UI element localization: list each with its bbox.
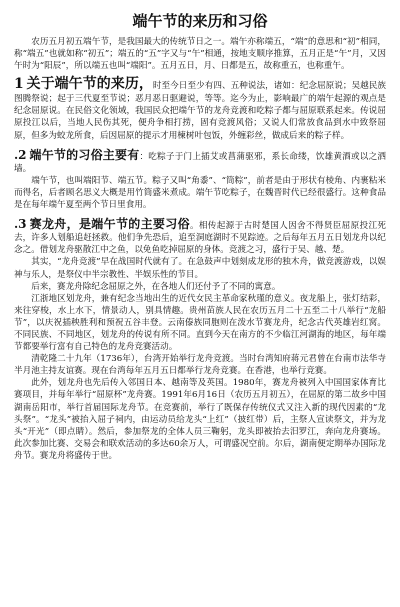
section-3-paragraph-3: 后来，赛龙舟除纪念屈原之外，在各地人们还付予了不同的寓意。	[31, 281, 281, 292]
section-2-number: .2	[14, 147, 27, 162]
section-3-number: .3	[14, 217, 27, 232]
section-2-heading: 端午节的习俗主要有	[29, 147, 140, 162]
section-2-lead-text: ：吃粽子于门上插艾或菖蒲驱邪，系长命缕，饮雄黄酒或以之洒墙。	[14, 151, 386, 174]
document-title: 端午节的来历和习俗	[132, 12, 268, 30]
section-1-paragraph	[14, 75, 386, 141]
section-3-heading: 赛龙舟，是端午节的主要习俗	[29, 217, 190, 232]
section-3-lead-text: 。相传起源于古时楚国人因舍不得贤臣屈原投江死去，许多人划船追赶拯救。他们争先恐后，追至洞庭湖时不见踪迹。之后每年五月五日划龙舟以纪念之。借划龙舟驱散江中之鱼，以免鱼吃掉屈原的身体。竞渡之习，盛行于吴、越、楚。	[14, 221, 386, 256]
section-1-heading: 关于端午节的来历，	[26, 76, 153, 93]
section-2-lead-paragraph	[14, 147, 386, 175]
section-1-number: 1	[14, 76, 24, 93]
section-3-paragraph-2: 其实，“龙舟竞渡”早在战国时代就有了。在急鼓声中划刻成龙形的独木舟，做竞渡游戏，以娱神与乐人，是祭仪中半宗教性、半娱乐性的节目。	[14, 257, 386, 280]
section-3-paragraph-6: 此外，划龙舟也先后传入邻国日本、越南等及英国。1980年，赛龙舟被列入中国国家体育比赛项目，并每年举行“屈原杯”龙舟赛。1991年6月16日（农历五月初五），在屈原的第二故乡中国湖南岳阳市，举行首届国际龙舟节。在竞赛前，举行了既保存传统仪式又注入新的现代因素的“龙头祭”。“龙头”被抬入屈子祠内，由运动员给龙头“上红”（披红带）后，主祭人宣读祭文，并为龙头“开光”（即点睛）。然后，参加祭龙的全体人员三鞠躬，龙头即被抬去汨罗江，奔向龙舟赛场。此次参加比赛、交易会和联欢活动的多达60余万人，可谓盛况空前。尔后，湖南便定期举办国际龙舟节。赛龙舟将盛传于世。	[14, 378, 386, 461]
intro-paragraph: 农历五月初五端午节，是我国最大的传统节日之一。端午亦称端五，“端”的意思和“初”相同，称“端五”也就如称“初五”；端五的“五”字又与“午”相通，按地支顺序推算，五月正是“午”月，又因午时为“阳辰”，所以端五也叫“端阳”。五月五日，月、日都是五，故称重五，也称重午。	[14, 37, 386, 72]
section-3-paragraph-5: 清乾隆二十九年（1736年），台湾开始举行龙舟竞渡。当时台湾知府蒋元君曾在台南市法华寺半月池主持友谊赛。现在台湾每年五月五日都举行龙舟竞赛。在香港，也举行竞赛。	[14, 354, 386, 377]
section-1-text: 时至今日至少有四、五种说法，诸如：纪念屈原说；吴越民族图腾祭说；起于三代夏至节说；恶月恶日驱避说，等等。迄今为止，影响最广的端午起源的观点是纪念屈原说。在民俗文化领域，我国民众把端午节的龙舟竞渡和吃粽子都与屈原联系起来。传说屈原投江以后，当地人民伤其死，便舟争相打捞，固有竞渡风俗；又说人们常放食品到水中致祭屈原，但多为蛟龙所食，后因屈原的提示才用楝树叶包饭，外缠彩丝，做成后来的粽子样。	[14, 81, 386, 141]
section-3-paragraph-4: 江浙地区划龙舟，兼有纪念当地出生的近代女民主革命家秋瑾的意义。夜龙船上，张灯结彩，来往穿梭，水上水下，情景动人，别具情趣。贵州苗族人民在农历五月二十五至二十八举行“龙船节”，以庆祝插秧胜利和预祝五谷丰登。云南傣族同胞则在泼水节赛龙舟，纪念古代英雄岩红窝。不同民族、不同地区，划龙舟的传说有所不同。直到今天在南方的不少临江河湖海的地区，每年端节都要举行富有自己特色的龙舟竞赛活动。	[14, 293, 386, 353]
section-2-paragraph: 端午节，也叫端阳节、端五节。粽子又叫“角黍”、“筒粽”，前者是由于形状有棱角、内裹粘米而得名，后者顾名思义大概是用竹筒盛米煮成。端午节吃粽子，在魏晋时代已经很盛行。这种食品是在每年端午夏至两个节日里食用。	[14, 175, 386, 211]
section-3-lead-paragraph	[14, 216, 386, 256]
